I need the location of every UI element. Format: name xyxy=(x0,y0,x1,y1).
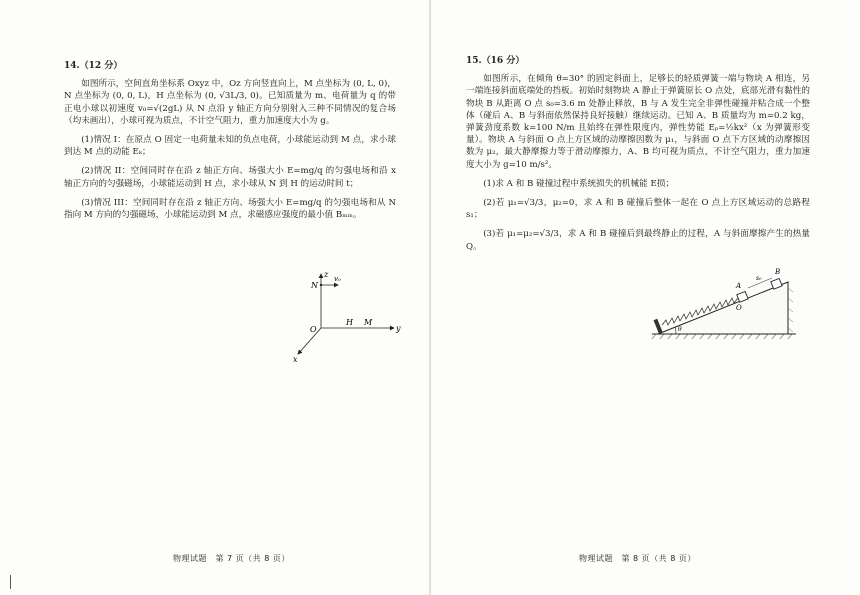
page-8-footer: 物理试题 第 8 页（共 8 页） xyxy=(579,554,696,563)
s0-label: s₀ xyxy=(756,275,762,282)
question-14-part-1: (1)情况 I：在原点 O 固定一电荷量未知的负点电荷，小球能运动到 M 点，求小球到达 M 点的动能 Eₖ； xyxy=(64,135,396,158)
question-14 xyxy=(64,60,396,221)
o-label: O xyxy=(310,325,317,334)
m-label: M xyxy=(364,318,373,327)
question-15-part-2: (2)若 μ₁=√3/3，μ₂=0，求 A 和 B 碰撞后整体一起在 O 点上方区域运动的总路程 s₁； xyxy=(466,198,810,221)
question-14-number: 14.（12 分） xyxy=(64,61,123,71)
right-page xyxy=(430,0,860,595)
theta-label: θ xyxy=(678,326,682,333)
v0-label: v₀ xyxy=(334,275,341,283)
block-b-label: B xyxy=(775,268,781,276)
n-label: N xyxy=(311,281,318,290)
question-14-part-3: (3)情况 III：空间同时存在沿 z 轴正方向、场强大小 E=mg/q 的匀强电场和从 N 指向 M 方向的匀强磁场，小球能运动到 M 点，求磁感应强度的最小值 Bₘᵢₙ。 xyxy=(64,197,396,221)
o-point-label: O xyxy=(736,304,742,312)
block-a-label: A xyxy=(736,282,742,290)
incline-figure xyxy=(648,262,798,342)
incline-hatching xyxy=(788,288,793,332)
x-label: x xyxy=(293,355,298,364)
y-label: y xyxy=(396,324,401,333)
point-n xyxy=(320,284,322,286)
z-label: z xyxy=(324,270,329,279)
coordinate-figure xyxy=(286,268,406,368)
question-15-number: 15.（16 分） xyxy=(466,56,525,66)
question-14-intro: 如图所示，空间直角坐标系 Oxyz 中，Oz 方向竖直向上，M 点坐标为 (0, L, 0)，N 点坐标为 (0, 0, L)，H 点坐标为 (0, √3L/3, 0)。已知质量为 m、电荷量为 q 的带正电小球以初速度 v₀=√(2gL) 从 N 点沿 y 轴正方向分别射入三种不同情况的复合场（均未画出），小球可视为质点，不计空气阻力，重力加速度大小为 g。 xyxy=(64,79,396,126)
question-15-part-1: (1)求 A 和 B 碰撞过程中系统损失的机械能 E损； xyxy=(483,178,674,189)
h-label: H xyxy=(346,318,353,327)
question-15 xyxy=(466,55,810,253)
question-15-intro: 如图所示，在倾角 θ=30° 的固定斜面上，足够长的轻质弹簧一端与物块 A 相连，另一端连接斜面底端处的挡板。初始时刻物块 A 静止于弹簧原长 O 点处，底部光滑有黏性的物块 B 从距离 O 点 s₀=3.6 m 处静止释放，B 与 A 发生完全非弹性碰撞并粘合成一个整体（碰后 A、B 与斜面依然保持良好接触）继续运动。已知 A、B 质量均为 m=0.2 kg，弹簧劲度系数 k=100 N/m 且始终在弹性限度内，弹性势能 Eₚ=½kx²（x 为弹簧形变量）。物块 A 与斜面 O 点上方区域的动摩擦因数为 μ₁，与斜面 O 点下方区域的动摩擦因数为 μ₂，最大静摩擦力等于滑动摩擦力，A、B 均可视为质点，不计空气阻力，重力加速度大小为 g=10 m/s²。 xyxy=(466,74,810,170)
ground-hatching xyxy=(652,334,792,339)
binding-mark xyxy=(10,575,11,589)
baffle-plate xyxy=(654,319,663,333)
question-14-part-2: (2)情况 II：空间同时存在沿 z 轴正方向、场强大小 E=mg/q 的匀强电场和沿 x 轴正方向的匀强磁场，小球能运动到 H 点，求小球从 N 到 H 的运动时间 t； xyxy=(64,166,396,189)
question-15-part-3: (3)若 μ₁=μ₂=√3/3，求 A 和 B 碰撞后到最终静止的过程，A 与斜面摩擦产生的热量 Q。 xyxy=(466,229,810,252)
page-7-footer: 物理试题 第 7 页（共 8 页） xyxy=(173,554,290,563)
